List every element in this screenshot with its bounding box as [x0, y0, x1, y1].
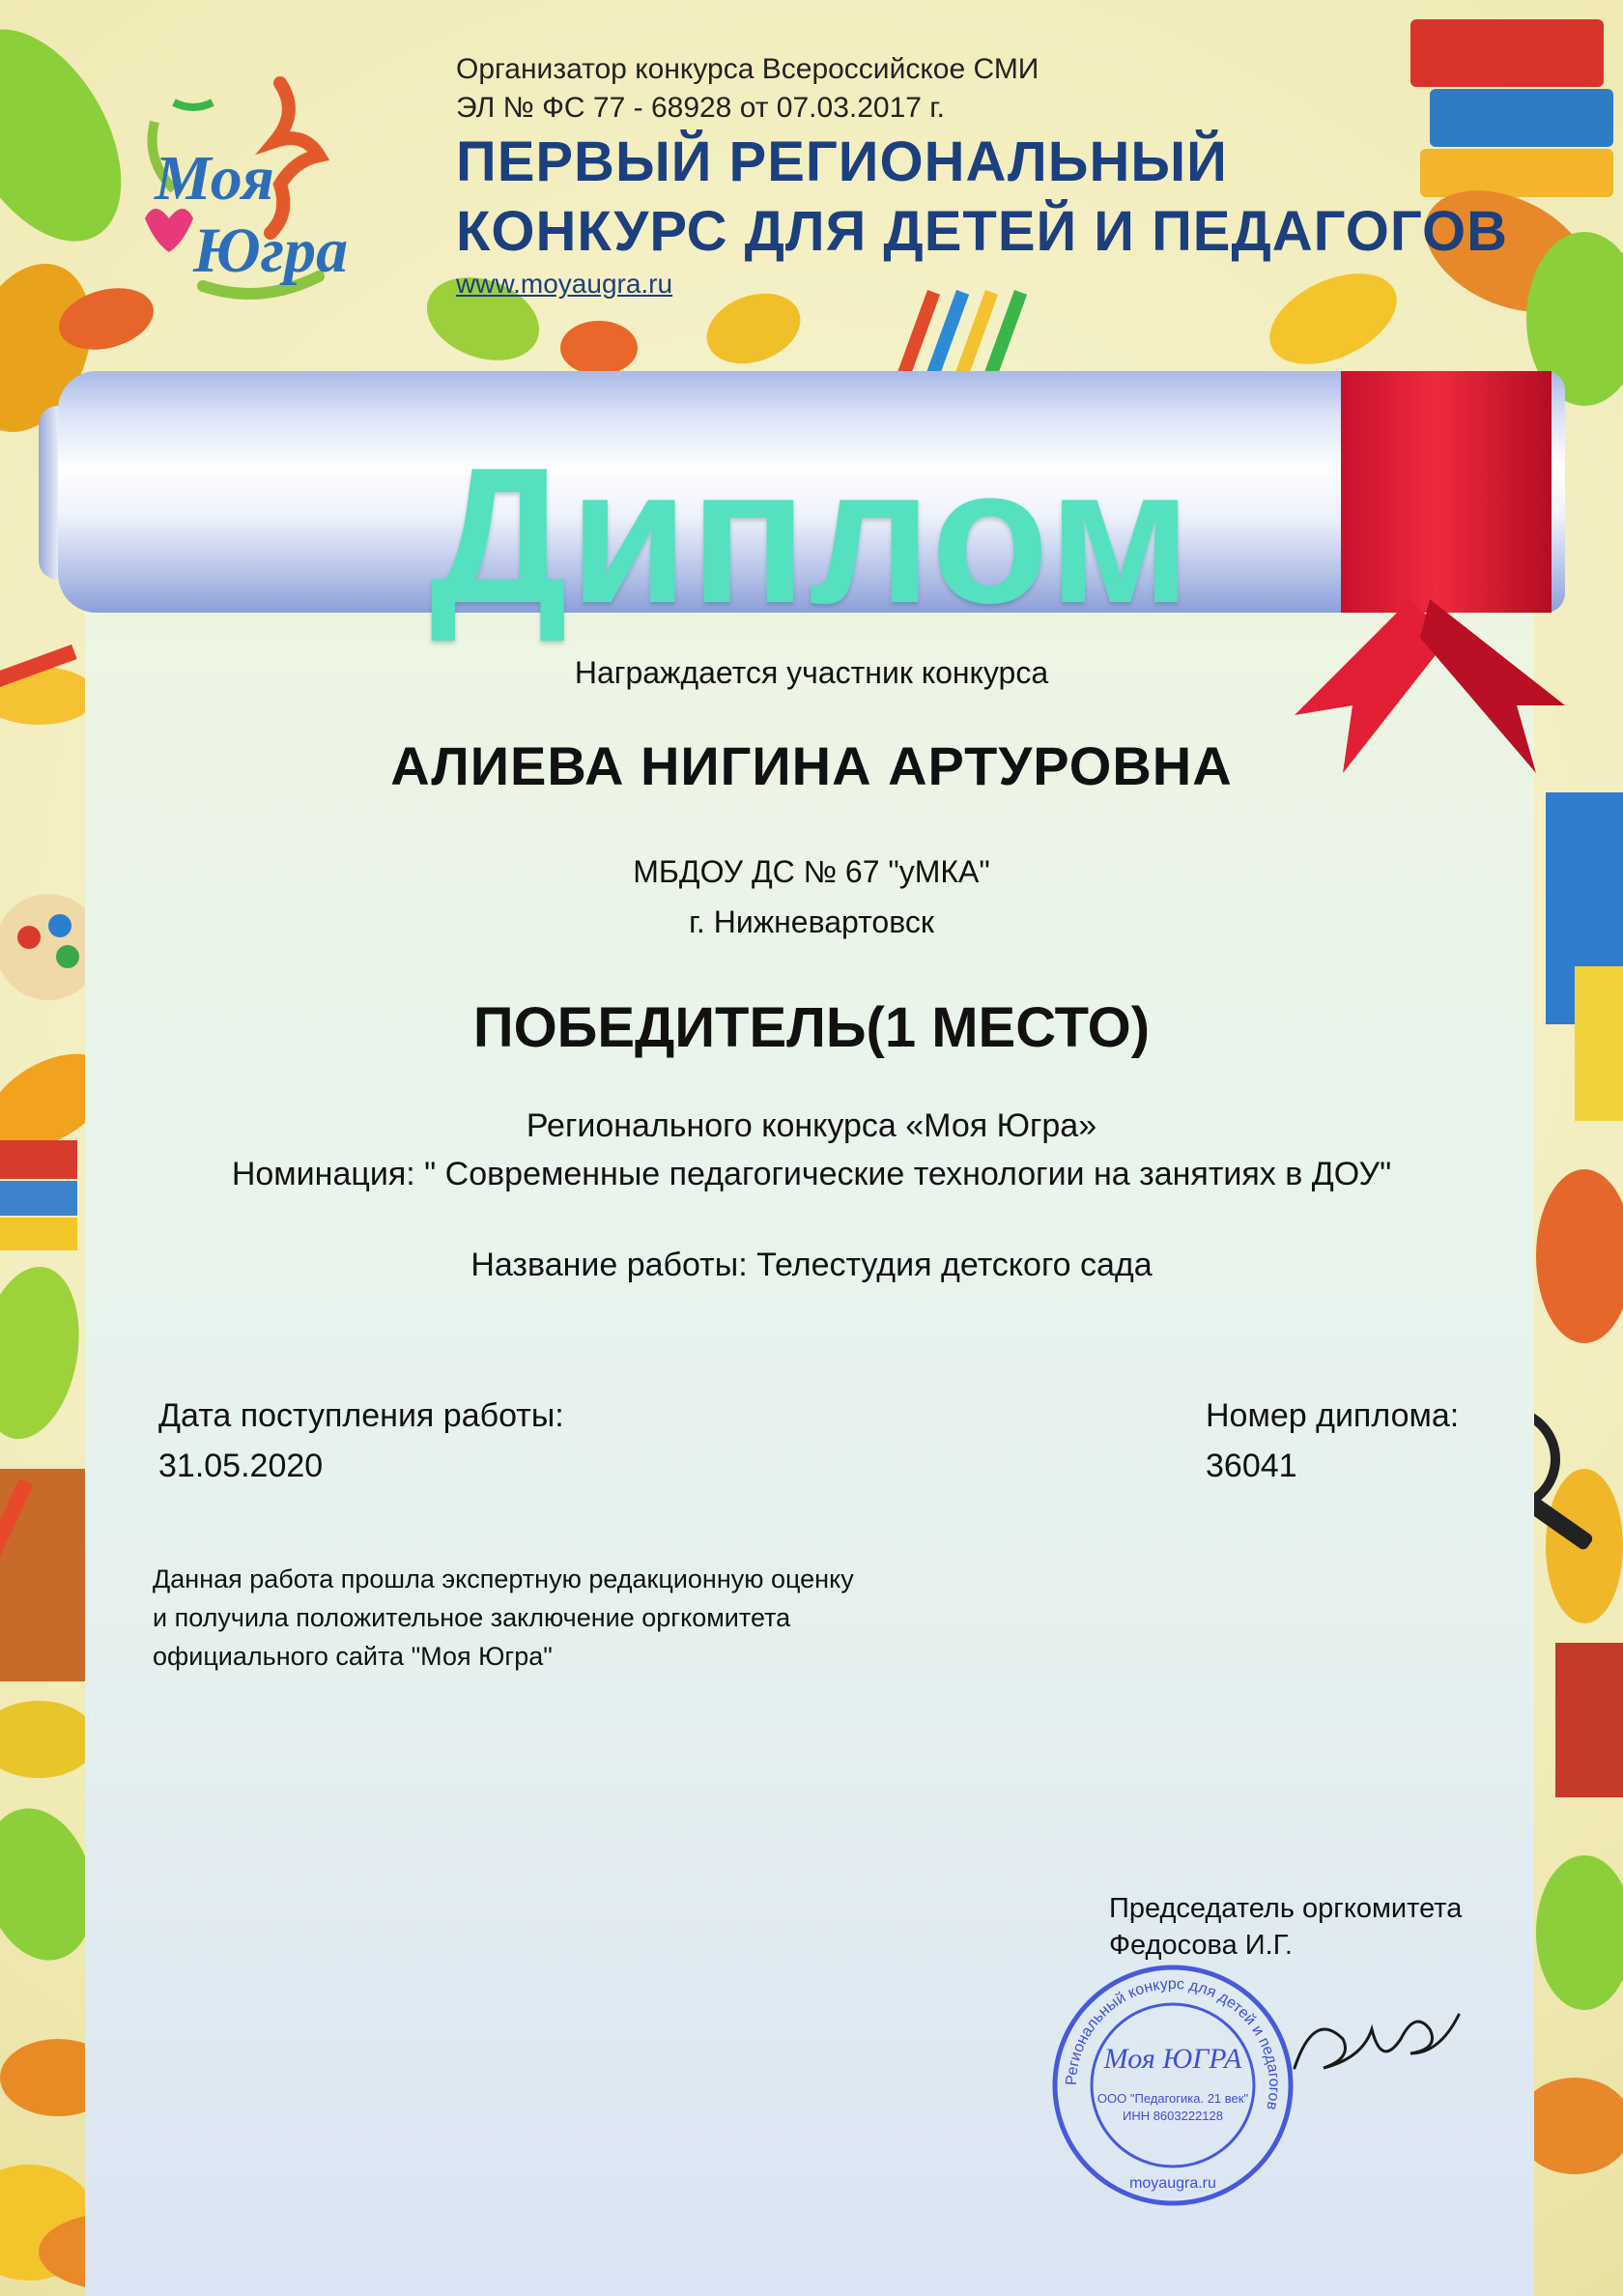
chairman-block	[1109, 1890, 1462, 1964]
contest-title	[456, 128, 1508, 267]
recipient-name: АЛИЕВА НИГИНА АРТУРОВНА	[390, 735, 1233, 796]
diploma-number-label: Номер диплома:	[1206, 1397, 1460, 1434]
note-line-1: Данная работа прошла экспертную редакционную оценку	[153, 1564, 854, 1593]
organizer-info	[456, 50, 1039, 128]
stamp-ring-text: Региональный конкурс для детей и педагогов	[1063, 1975, 1283, 2111]
stamp-inn: ИНН 8603222128	[1122, 2109, 1224, 2123]
nomination: Номинация: " Современные педагогические технологии на занятиях в ДОУ"	[231, 1156, 1392, 1192]
logo-text-yugra: Югра	[193, 215, 349, 286]
contest-title-line-2: КОНКУРС ДЛЯ ДЕТЕЙ И ПЕДАГОГОВ	[456, 200, 1509, 263]
moya-yugra-logo	[116, 64, 386, 325]
chair-title: Председатель оргкомитета	[1109, 1893, 1463, 1924]
diploma-number-value: 36041	[1206, 1448, 1297, 1484]
stamp-center-text: Моя ЮГРА	[1103, 2043, 1242, 2075]
awarded-text: Награждается участник конкурса	[574, 655, 1049, 690]
contest-title-line-1: ПЕРВЫЙ РЕГИОНАЛЬНЫЙ	[456, 130, 1228, 193]
organizer-line-1: Организатор конкурса Всероссийское СМИ	[456, 53, 1039, 85]
chairman-signature	[1275, 1991, 1488, 2097]
chair-name: Федосова И.Г.	[1109, 1930, 1293, 1961]
contest-name: Регионального конкурса «Моя Югра»	[526, 1107, 1097, 1144]
official-stamp	[1047, 1960, 1298, 2211]
date-label: Дата поступления работы:	[158, 1397, 564, 1434]
stamp-org: ООО "Педагогика. 21 век"	[1096, 2091, 1249, 2106]
website-link[interactable]: www.moyaugra.ru	[456, 269, 673, 299]
work-title: Название работы: Телестудия детского сада	[470, 1247, 1153, 1283]
expert-note	[153, 1560, 854, 1676]
organizer-line-2: ЭЛ № ФС 77 - 68928 от 07.03.2017 г.	[456, 92, 945, 124]
institution: МБДОУ ДС № 67 "уМКА"	[633, 854, 990, 889]
city: г. Нижневартовск	[689, 904, 934, 939]
award-place: ПОБЕДИТЕЛЬ(1 МЕСТО)	[472, 996, 1151, 1059]
logo-text-moya: Моя	[155, 143, 274, 214]
stamp-site: moyaugra.ru	[1129, 2175, 1216, 2192]
note-line-2: и получила положительное заключение оргкомитета	[153, 1603, 791, 1632]
note-line-3: официального сайта "Моя Югра"	[153, 1642, 553, 1671]
date-value: 31.05.2020	[158, 1448, 324, 1484]
diploma-title: Диплом	[429, 428, 1194, 644]
